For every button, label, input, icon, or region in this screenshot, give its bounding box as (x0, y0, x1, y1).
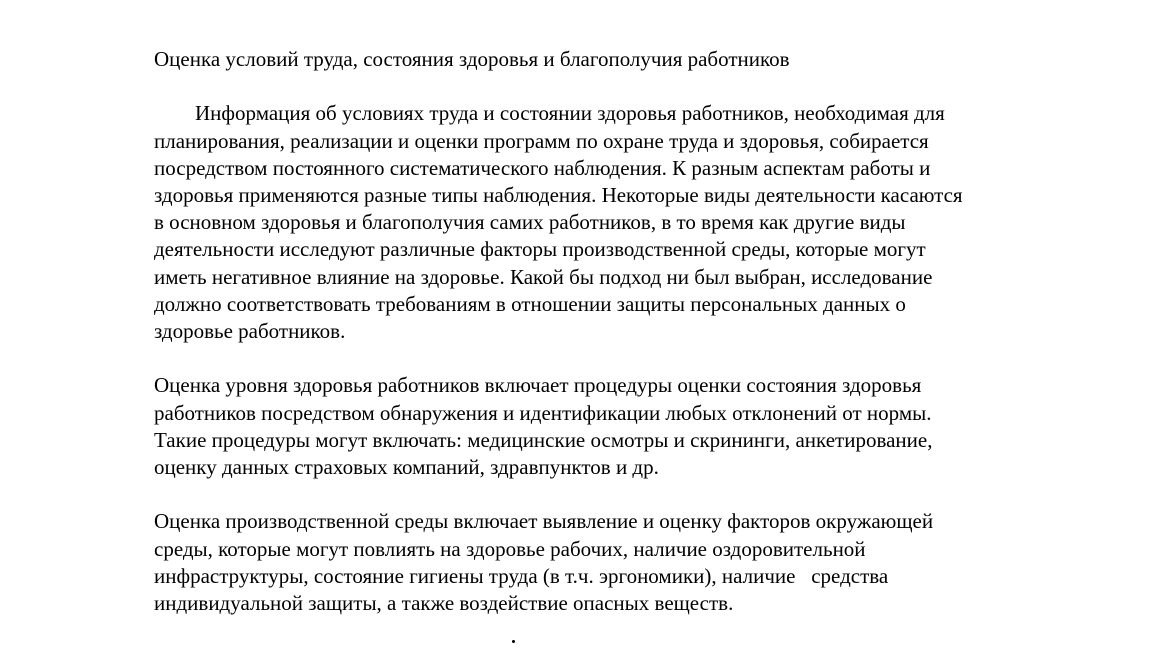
paragraph-line: оценку данных страховых компаний, здравпунктов и др. (154, 455, 659, 480)
paragraph-line: планирования, реализации и оценки программ по охране труда и здоровья, собирается (154, 128, 929, 153)
paragraph-line: Информация об условиях труда и состоянии здоровья работников, необходимая для (195, 101, 945, 126)
document-title: Оценка условий труда, состояния здоровья и благополучия работников (154, 47, 790, 71)
document-body (154, 46, 1074, 644)
paragraph-line: среды, которые могут повлиять на здоровье рабочих, наличие оздоровительной (154, 536, 866, 561)
paragraph-line: Такие процедуры могут включать: медицинские осмотры и скрининги, анкетирование, (154, 427, 933, 452)
paragraph-line: здоровье работников. (154, 319, 346, 344)
paragraph-line: в основном здоровья и благополучия самих работников, в то время как другие виды (154, 210, 906, 235)
paragraph-line: должно соответствовать требованиям в отношении защиты персональных данных о (154, 291, 906, 316)
paragraph-line: Оценка производственной среды включает выявление и оценку факторов окружающей (154, 509, 934, 534)
paragraph-line: работников посредством обнаружения и идентификации любых отклонений от нормы. (154, 400, 932, 425)
paragraph-3 (154, 508, 1074, 617)
paragraph-line: деятельности исследуют различные факторы производственной среды, которые могут (154, 237, 926, 262)
page-fragment-dot (512, 640, 515, 643)
paragraph-line: посредством постоянного систематического наблюдения. К разным аспектам работы и (154, 155, 931, 180)
paragraph-line: здоровья применяются разные типы наблюдения. Некоторые виды деятельности касаются (154, 183, 963, 207)
paragraph-2 (154, 372, 1074, 481)
paragraph-1 (154, 100, 1074, 345)
paragraph-line: инфраструктуры, состояние гигиены труда (в т.ч. эргономики), наличие средства (154, 563, 889, 588)
paragraph-line: иметь негативное влияние на здоровье. Какой бы подход ни был выбран, исследование (154, 264, 933, 289)
paragraph-line: индивидуальной защиты, а также воздействие опасных веществ. (154, 591, 734, 616)
paragraph-line: Оценка уровня здоровья работников включает процедуры оценки состояния здоровья (154, 373, 922, 398)
